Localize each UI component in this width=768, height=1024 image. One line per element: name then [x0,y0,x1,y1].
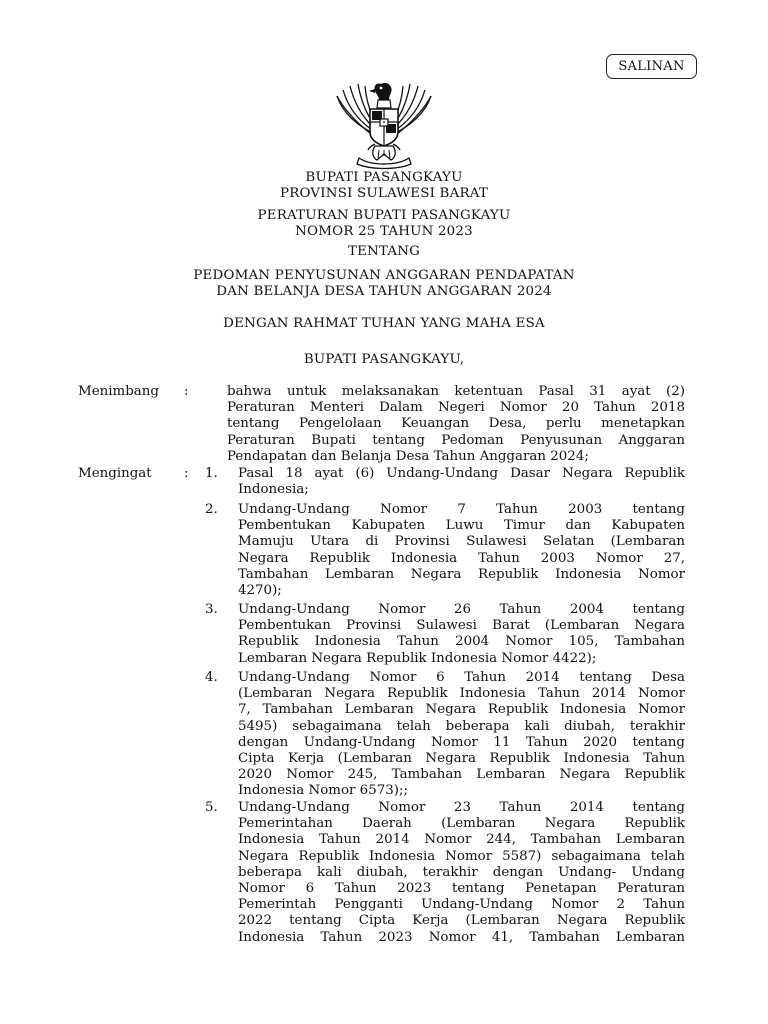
list-item [238,670,685,800]
text-line: Undang-Undang Nomor 6 Tahun 2014 tentang Desa [238,670,685,685]
list-item-number: 2. [205,502,218,517]
text-line: 5495) sebagaimana telah beberapa kali diubah, terakhir [238,718,685,734]
text-line: dengan Undang-Undang Nomor 11 Tahun 2020 tentang [238,734,685,750]
list-item-number: 4. [205,670,218,685]
text-line: 4270); [238,582,282,598]
text-line: bahwa untuk melaksanakan ketentuan Pasal 31 ayat (2) [227,384,685,399]
text-line: Pasal 18 ayat (6) Undang-Undang Dasar Negara Republik [238,466,685,481]
text-line: Pembentukan Provinsi Sulawesi Barat (Lembaran Negara [238,618,685,634]
list-item [238,800,685,946]
text-line: Cipta Kerja (Lembaran Negara Republik Indonesia Tahun [238,750,685,766]
mengingat-label: Mengingat [78,466,152,481]
text-line: beberapa kali diubah, terakhir dengan Undang- Undang [238,864,685,880]
text-line: Negara Republik Indonesia Tahun 2003 Nomor 27, [238,550,685,566]
header-block [0,170,768,202]
text-line: Pendapatan dan Belanja Desa Tahun Anggaran 2024; [227,448,589,464]
list-item-number: 3. [205,602,218,617]
text-line: Undang-Undang Nomor 26 Tahun 2004 tentang [238,602,685,617]
list-item [238,466,685,498]
list-item [238,502,685,599]
text-line: Undang-Undang Nomor 7 Tahun 2003 tentang [238,502,685,517]
menimbang-text [227,384,685,465]
text-line: Undang-Undang Nomor 23 Tahun 2014 tentang [238,800,685,815]
subject-line-1: PEDOMAN PENYUSUNAN ANGGARAN PENDAPATAN [193,268,575,283]
issuer-signature-heading: BUPATI PASANGKAYU, [303,352,465,367]
text-line: tentang Pengelolaan Keuangan Desa, perlu menetapkan [227,416,685,432]
text-line: Pembentukan Kabupaten Luwu Timur dan Kabupaten [238,518,685,534]
text-line: Mamuju Utara di Provinsi Sulawesi Selatan (Lembaran [238,534,685,550]
menimbang-colon: : [184,384,189,399]
text-line: Republik Indonesia Tahun 2004 Nomor 105, Tambahan [238,634,685,650]
text-line: 2022 tentang Cipta Kerja (Lembaran Negara Republik [238,913,685,929]
text-line: 2020 Nomor 245, Tambahan Lembaran Negara Republik [238,767,685,783]
mengingat-colon: : [184,466,189,481]
text-line: Peraturan Bupati tentang Pedoman Penyusunan Anggaran [227,432,685,448]
list-item-number: 1. [205,466,218,481]
about-heading: TENTANG [347,244,421,259]
text-line: Negara Republik Indonesia Nomor 5587) sebagaimana telah [238,848,685,864]
text-line: Indonesia Nomor 6573);; [238,783,409,799]
garuda-pancasila-emblem-icon [331,74,437,170]
subject-block [0,268,768,300]
subject-line-2: DAN BELANJA DESA TAHUN ANGGARAN 2024 [216,284,552,299]
text-line: Indonesia; [238,482,309,498]
menimbang-label: Menimbang [78,384,159,399]
regulation-title: PERATURAN BUPATI PASANGKAYU [257,208,511,223]
text-line: (Lembaran Negara Republik Indonesia Tahun 2014 Nomor [238,686,685,702]
text-line: Indonesia Tahun 2023 Nomor 41, Tambahan Lembaran [238,929,685,945]
regulation-number: NOMOR 25 TAHUN 2023 [295,224,473,239]
issuer-title: BUPATI PASANGKAYU [305,170,463,185]
text-line: Pemerintahan Daerah (Lembaran Negara Republik [238,816,685,832]
text-line: Indonesia Tahun 2014 Nomor 244, Tambahan Lembaran [238,832,685,848]
blessing-line: DENGAN RAHMAT TUHAN YANG MAHA ESA [223,316,545,331]
list-item-number: 5. [205,800,218,815]
text-line: Tambahan Lembaran Negara Republik Indonesia Nomor [238,566,685,582]
text-line: Peraturan Menteri Dalam Negeri Nomor 20 Tahun 2018 [227,400,685,416]
text-line: Nomor 6 Tahun 2023 tentang Penetapan Peraturan [238,880,685,896]
province-title: PROVINSI SULAWESI BARAT [279,186,489,201]
text-line: 7, Tambahan Lembaran Negara Republik Indonesia Nomor [238,702,685,718]
text-line: Pemerintah Pengganti Undang-Undang Nomor 2 Tahun [238,897,685,913]
text-line: Lembaran Negara Republik Indonesia Nomor 4422); [238,650,597,666]
regulation-block [0,208,768,240]
salinan-stamp: SALINAN [606,54,697,79]
list-item [238,602,685,667]
